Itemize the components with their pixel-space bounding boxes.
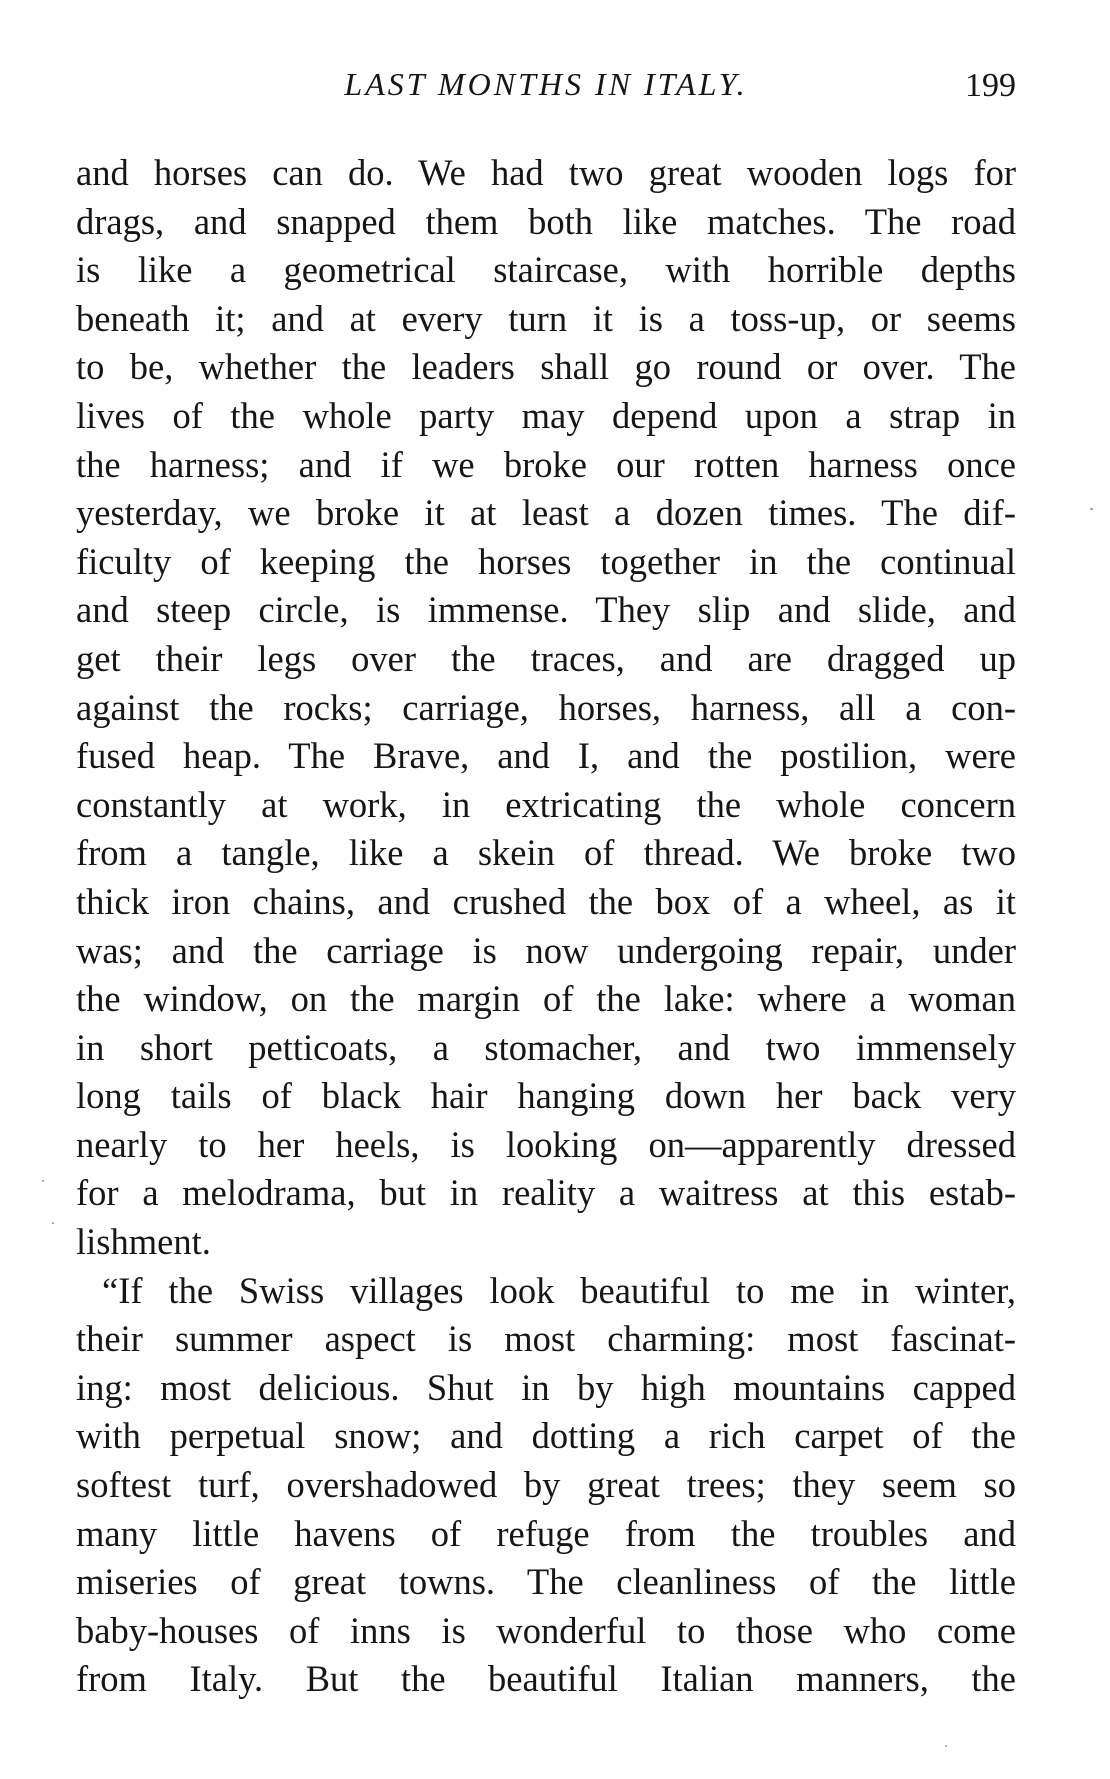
text-line: “If the Swiss villages look beautiful to me in winter,	[102, 1269, 1016, 1311]
text-line: beneath it; and at every turn it is a toss-up, or seems	[76, 297, 1016, 339]
text-line: lishment.	[76, 1221, 211, 1263]
text-line: miseries of great towns. The cleanliness of the little	[76, 1561, 1016, 1603]
paragraph-2	[76, 1267, 1016, 1704]
running-head	[76, 62, 1016, 112]
text-line: yesterday, we broke it at least a dozen times. The dif-	[76, 492, 1016, 534]
text-line: lives of the whole party may depend upon a strap in	[76, 394, 1016, 436]
text-line: many little havens of refuge from the troubles and	[76, 1512, 1016, 1554]
text-line: against the rocks; carriage, horses, harness, all a con-	[76, 686, 1016, 728]
page-number: 199	[965, 67, 1016, 104]
text-line: their summer aspect is most charming: most fascinat-	[76, 1318, 1016, 1360]
text-line: fused heap. The Brave, and I, and the postilion, were	[76, 735, 1016, 777]
text-line: in short petticoats, a stomacher, and two immensely	[76, 1026, 1016, 1068]
scan-speck	[1090, 508, 1093, 510]
text-line: ing: most delicious. Shut in by high mountains capped	[76, 1366, 1016, 1408]
text-line: baby-houses of inns is wonderful to those who come	[76, 1609, 1016, 1651]
paragraph-1	[76, 149, 1016, 1267]
text-line: drags, and snapped them both like matches. The road	[76, 200, 1016, 242]
text-line: ficulty of keeping the horses together in the continual	[76, 540, 1016, 582]
text-line: and horses can do. We had two great wooden logs for	[76, 152, 1016, 193]
scan-speck	[42, 1180, 44, 1182]
text-line: constantly at work, in extricating the whole concern	[76, 783, 1016, 825]
text-line: was; and the carriage is now undergoing repair, under	[76, 929, 1016, 971]
body-text	[76, 149, 1016, 1704]
scan-speck	[945, 1745, 947, 1747]
text-line: the window, on the margin of the lake: where a woman	[76, 978, 1016, 1020]
text-line: and steep circle, is immense. They slip and slide, and	[76, 589, 1016, 631]
text-line: thick iron chains, and crushed the box of a wheel, as it	[76, 880, 1016, 922]
text-line: for a melodrama, but in reality a waitress at this estab-	[76, 1172, 1016, 1214]
running-title: LAST MONTHS IN ITALY.	[344, 66, 748, 102]
text-line: nearly to her heels, is looking on—apparently dressed	[76, 1123, 1016, 1165]
text-line: is like a geometrical staircase, with horrible depths	[76, 249, 1016, 291]
text-line: the harness; and if we broke our rotten harness once	[76, 443, 1016, 485]
text-line: from a tangle, like a skein of thread. We broke two	[76, 832, 1016, 874]
text-line: long tails of black hair hanging down her back very	[76, 1075, 1016, 1117]
text-line: from Italy. But the beautiful Italian manners, the	[76, 1658, 1016, 1700]
text-line: softest turf, overshadowed by great trees; they seem so	[76, 1464, 1016, 1506]
text-line: with perpetual snow; and dotting a rich carpet of the	[76, 1415, 1016, 1457]
text-line: get their legs over the traces, and are dragged up	[76, 637, 1016, 679]
text-line: to be, whether the leaders shall go round or over. The	[76, 346, 1016, 388]
scan-speck	[52, 1222, 54, 1224]
